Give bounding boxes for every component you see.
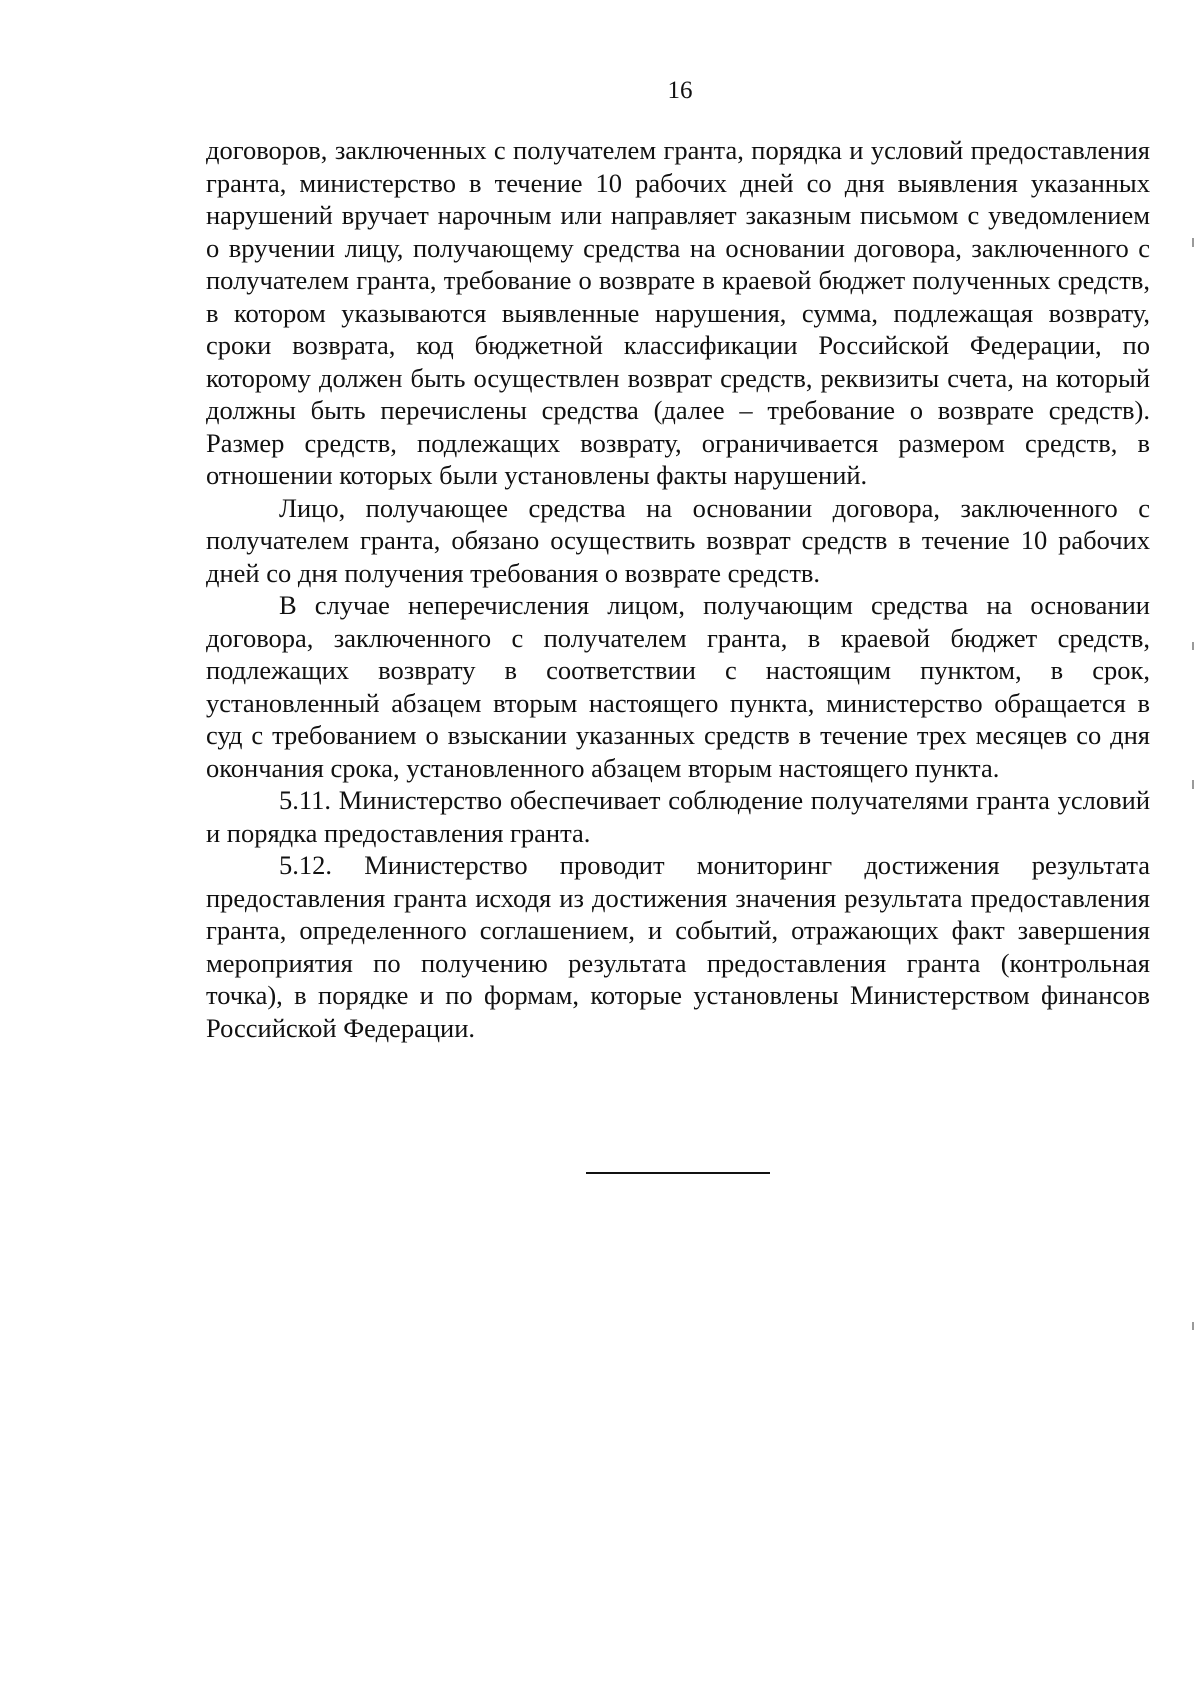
- paragraph-refund-obligation: Лицо, получающее средства на основании договора, заключенного с получателем гранта, обязано осуществить возврат средств в течение 10 рабочих дней со дня получения требования о возврате средств.: [206, 492, 1150, 588]
- paragraph-continuation: договоров, заключенных с получателем гранта, порядка и условий предоставления гранта, министерство в течение 10 рабочих дней со дня выявления указанных нарушений вручает нарочным или направляет заказным письмом с уведомлением о вручении лицу, получающему средства на основании договора, заключенного с получателем гранта, требование о возврате в краевой бюджет полученных средств, в котором указываются выявленные нарушения, сумма, подлежащая возврату, сроки возврата, код бюджетной классификации Российской Федерации, по которому должен быть осуществлен возврат средств, реквизиты счета, на который должны быть перечислены средства (далее – требование о возврате средств). Размер средств, подлежащих возврату, ограничивается размером средств, в отношении которых были установлены факты нарушений.: [206, 135, 1150, 490]
- document-body: [206, 134, 1150, 1044]
- scan-speck: [1192, 642, 1194, 650]
- scan-speck: [1192, 1322, 1194, 1330]
- paragraph-court-recovery: В случае неперечисления лицом, получающим средства на основании договора, заключенного с получателем гранта, в краевой бюджет средств, подлежащих возврату в соответствии с настоящим пунктом, в срок, установленный абзацем вторым настоящего пункта, министерство обращается в суд с требованием о взыскании указанных средств в течение трех месяцев со дня окончания срока, установленного абзацем вторым настоящего пункта.: [206, 590, 1150, 783]
- paragraph-clause-5-11: 5.11. Министерство обеспечивает соблюдение получателями гранта условий и порядка предоставления гранта.: [206, 785, 1150, 848]
- page-number: 16: [667, 77, 693, 104]
- scan-speck: [1192, 780, 1194, 789]
- closing-rule: [586, 1172, 770, 1174]
- paragraph-clause-5-12: 5.12. Министерство проводит мониторинг достижения результата предоставления гранта исходя из достижения значения результата предоставления гранта, определенного соглашением, и событий, отражающих факт завершения мероприятия по получению результата предоставления гранта (контрольная точка), в порядке и по формам, которые установлены Министерством финансов Российской Федерации.: [206, 850, 1150, 1043]
- scan-speck: [1192, 238, 1194, 247]
